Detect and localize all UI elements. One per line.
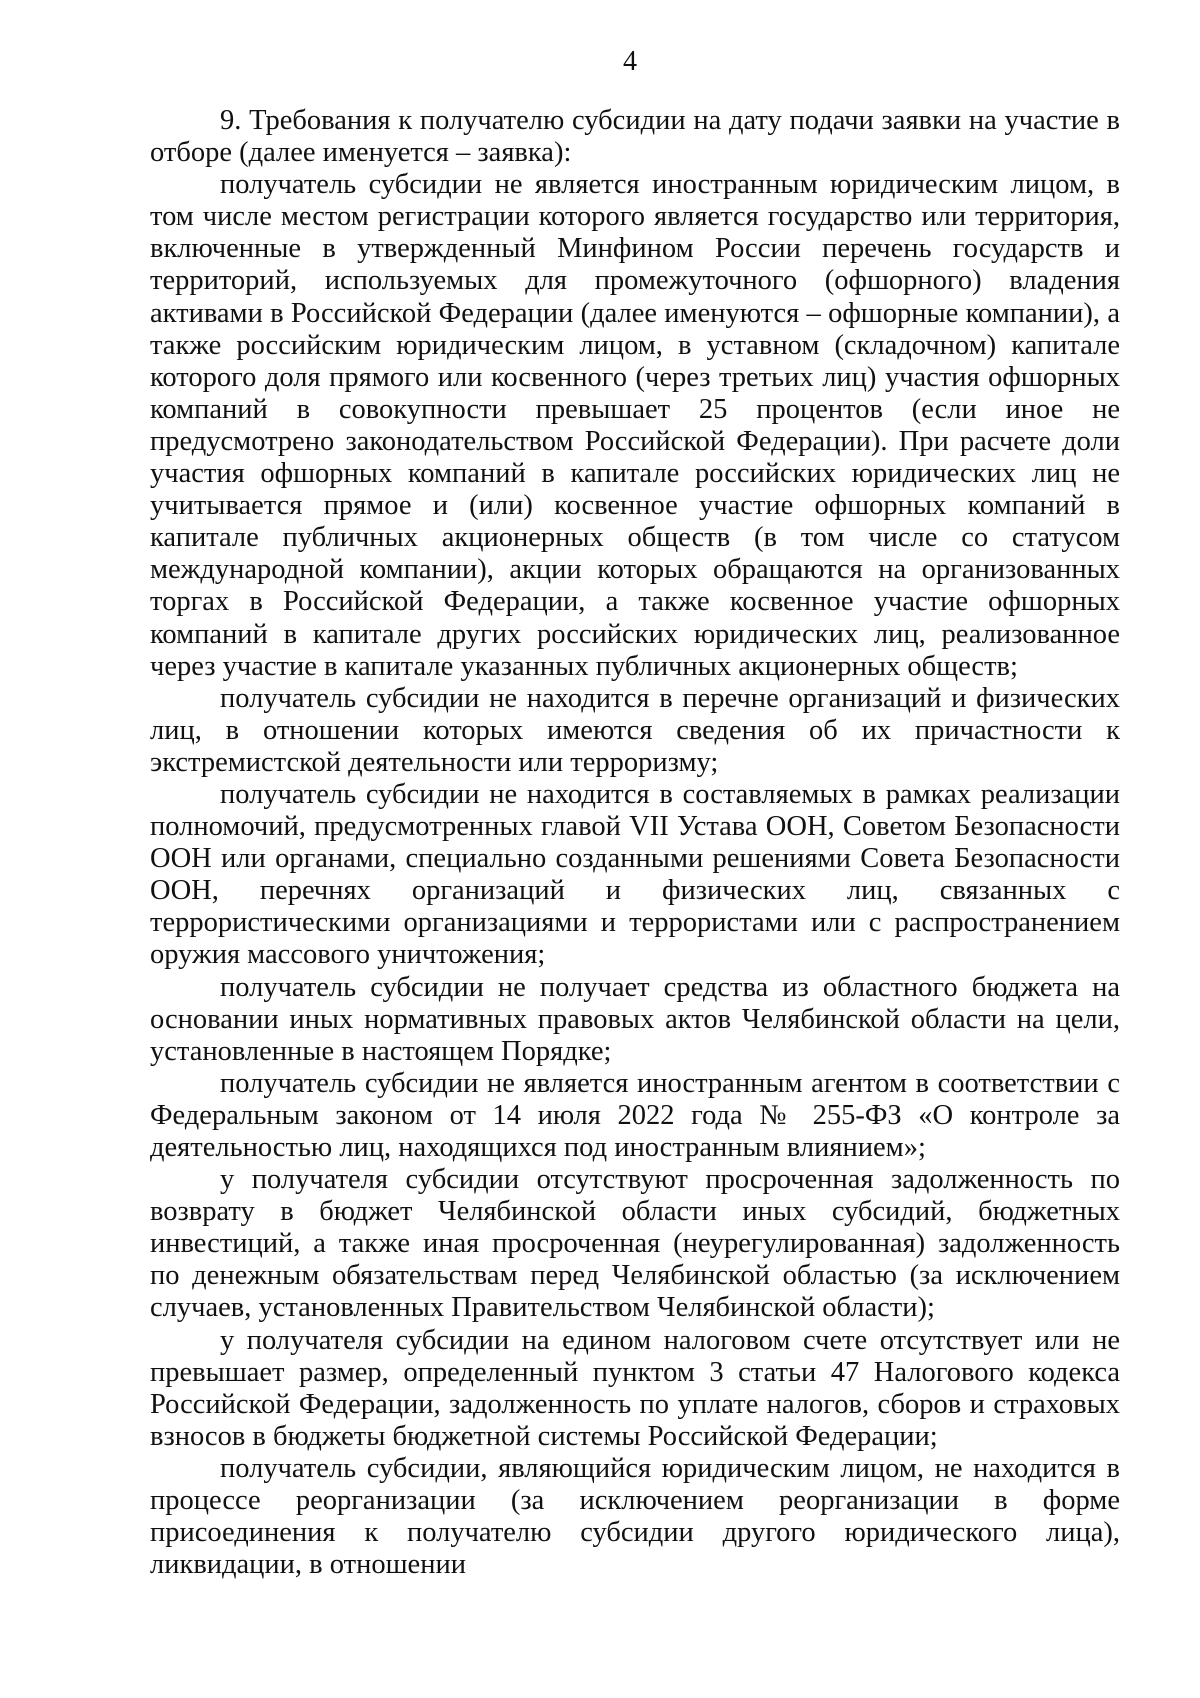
paragraph-extremism-list: получатель субсидии не находится в перечне организаций и физических лиц, в отношении которых имеются сведения об их причастности к экстремистской деятельности или терроризму; — [150, 682, 1120, 778]
paragraph-item-9-heading: 9. Требования к получателю субсидии на дату подачи заявки на участие в отборе (далее именуется – заявка): — [150, 105, 1120, 169]
paragraph-overdue-debt: у получателя субсидии отсутствуют просроченная задолженность по возврату в бюджет Челябинской области иных субсидий, бюджетных инвестиций, а также иная просроченная (неурегулированная) задолженность по денежным обязательствам перед Челябинской областью (за исключением случаев, установленных Правительством Челябинской области); — [150, 1164, 1120, 1324]
paragraph-foreign-agent: получатель субсидии не является иностранным агентом в соответствии с Федеральным законом от 14 июля 2022 года № 255-ФЗ «О контроле за деятельностью лиц, находящихся под иностранным влиянием»; — [150, 1067, 1120, 1163]
paragraph-reorganization: получатель субсидии, являющийся юридическим лицом, не находится в процессе реорганизации (за исключением реорганизации в форме присоединения к получателю субсидии другого юридического лица), ликвидации, в отношении — [150, 1452, 1120, 1581]
page-number: 4 — [623, 46, 637, 77]
document-body — [150, 105, 1120, 1581]
paragraph-other-regional-funds: получатель субсидии не получает средства из областного бюджета на основании иных нормативных правовых актов Челябинской области на цели, установленные в настоящем Порядке; — [150, 971, 1120, 1067]
paragraph-un-security-council-lists: получатель субсидии не находится в составляемых в рамках реализации полномочий, предусмотренных главой VII Устава ООН, Советом Безопасности ООН или органами, специально созданными решениями Совета Безопасности ООН, перечнях организаций и физических лиц, связанных с террористическими организациями и террористами или с распространением оружия массового уничтожения; — [150, 778, 1120, 971]
paragraph-tax-account-debt: у получателя субсидии на едином налоговом счете отсутствует или не превышает размер, определенный пунктом 3 статьи 47 Налогового кодекса Российской Федерации, задолженность по уплате налогов, сборов и страховых взносов в бюджеты бюджетной системы Российской Федерации; — [150, 1324, 1120, 1452]
paragraph-offshore-companies: получатель субсидии не является иностранным юридическим лицом, в том числе местом регистрации которого является государство или территория, включенные в утвержденный Минфином России перечень государств и территорий, используемых для промежуточного (офшорного) владения активами в Российской Федерации (далее именуются – офшорные компании), а также российским юридическим лицом, в уставном (складочном) капитале которого доля прямого или косвенного (через третьих лиц) участия офшорных компаний в совокупности превышает 25 процентов (если иное не предусмотрено законодательством Российской Федерации). При расчете доли участия офшорных компаний в капитале российских юридических лиц не учитывается прямое и (или) косвенное участие офшорных компаний в капитале публичных акционерных обществ (в том числе со статусом международной компании), акции которых обращаются на организованных торгах в Российской Федерации, а также косвенное участие офшорных компаний в капитале других российских юридических лиц, реализованное через участие в капитале указанных публичных акционерных обществ; — [150, 169, 1120, 682]
